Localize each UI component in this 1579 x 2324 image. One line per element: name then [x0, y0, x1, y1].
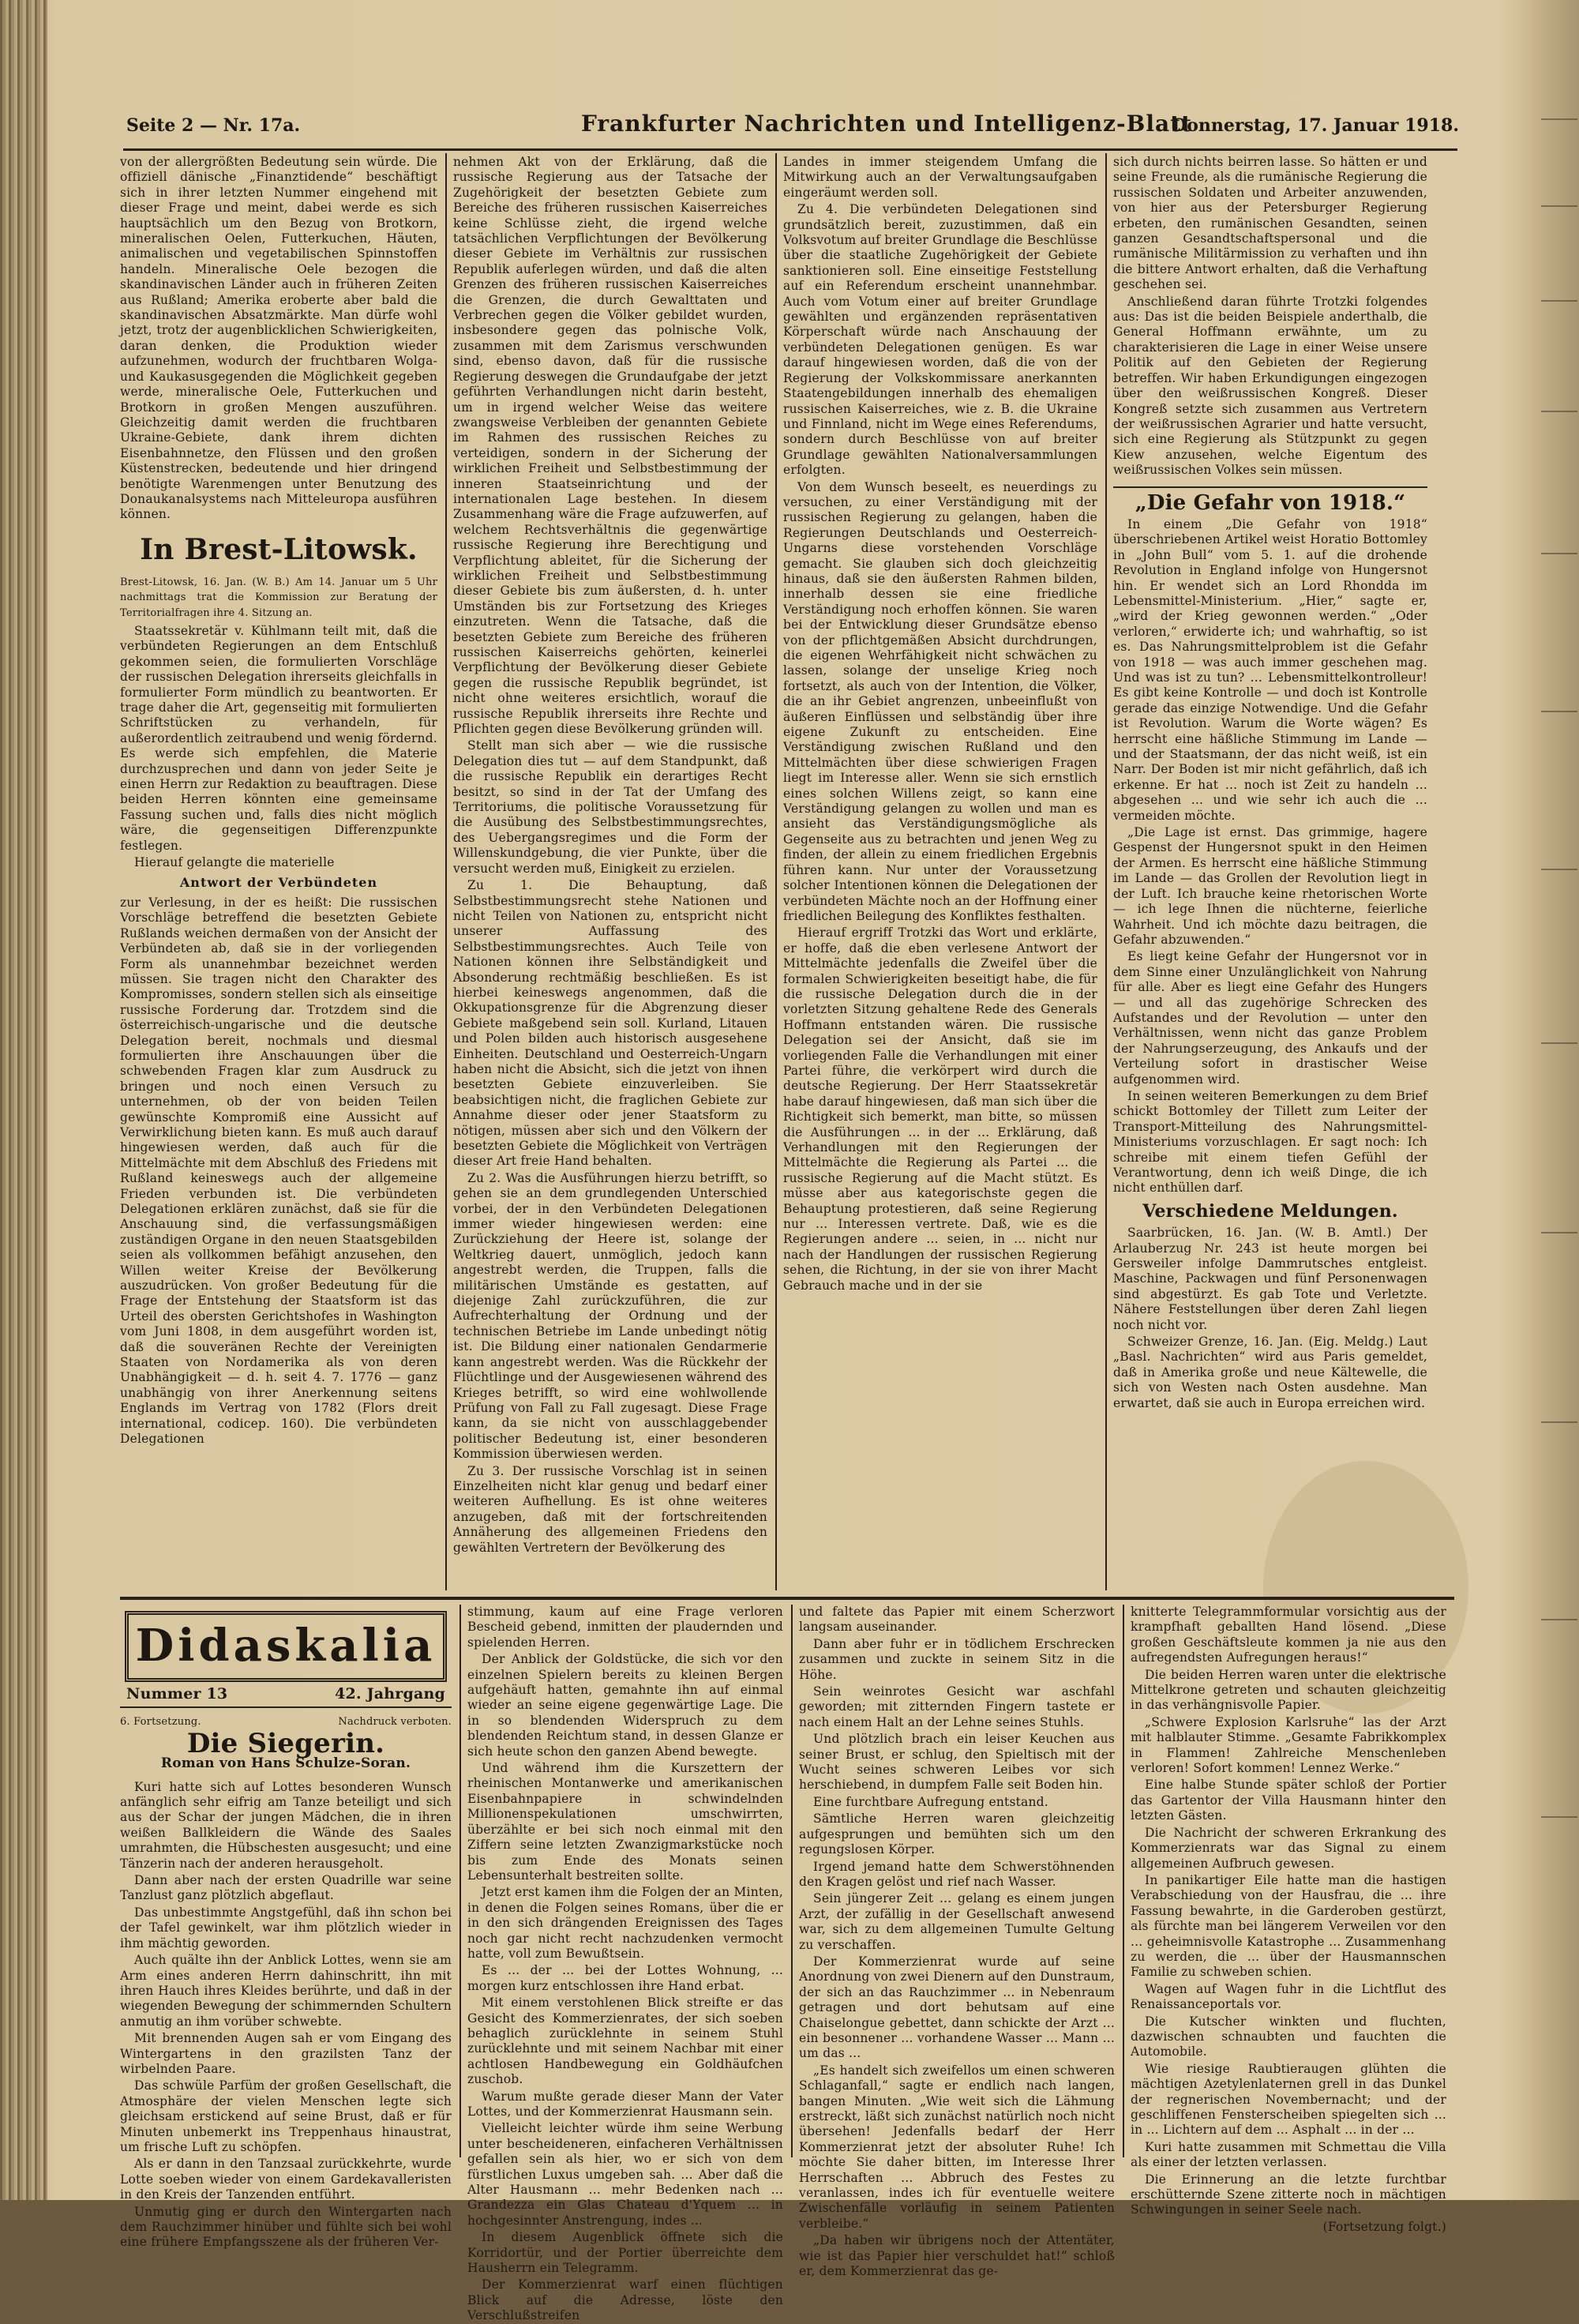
column-divider [1105, 153, 1107, 1590]
paragraph: Wagen auf Wagen fuhr in die Lichtflut des Renaissanceportals vor. [1131, 1981, 1446, 2012]
paragraph: Hierauf gelangte die materielle [134, 855, 335, 870]
paragraph: In panikartiger Eile hatte man die hastigen Verabschiedung von der Hausfrau, die ... ihre Fassung bewahrte, in die Garderoben gestürzt, als fürchte man bei längerem Verweilen vor den ... geheimnisvolle Katastrophe ... Zusammenhang zu werden, die ... über der Hausmannschen Familie zu schweben schien. [1131, 1872, 1446, 1980]
paragraph: Auch quälte ihn der Anblick Lottes, wenn sie am Arm eines anderen Herrn dahinschritt, ihn mit ihren Hauch ihres Kleides berührte, und daß in der wiegenden Bewegung der schimmernden Schultern anmutig an ihm vorüber schwebte. [120, 1953, 452, 2029]
paragraph: stimmung, kaum auf eine Frage verloren Bescheid gebend, inmitten der plaudernden und spielenden Herren. [467, 1605, 783, 1650]
paragraph: In diesem Augenblick öffnete sich die Korridortür, und der Portier überreichte dem Hausherrn ein Telegramm. [467, 2230, 783, 2276]
paragraph: In seinen weiteren Bemerkungen zu dem Brief schickt Bottomley der Tillett zum Leiter der Transport-Mitteilung des Nahrungsmittel-Ministeriums vorzuschlagen. Er sagt noch: Ich schreibe mit einem tiefen Gefühl der Verantwortung, denn ich weiß Dinge, die ich nicht enthüllen darf. [1113, 1088, 1427, 1196]
paragraph: Mit einem verstohlenen Blick streifte er das Gesicht des Kommerzienrates, der sich soeben behaglich zurücklehnte in seinem Stuhl zurücklehnte und mit seinem Nachbar mit einer achtlosen Handbewegung ein Goldhäufchen zuschob. [467, 1995, 783, 2087]
page-header [76, 111, 1506, 147]
feuilleton-column-4 [1131, 1605, 1446, 2234]
paragraph: Warum mußte gerade dieser Mann der Vater Lottes, und der Kommerzienrat Hausmann sein. [467, 2089, 783, 2119]
paragraph: Stellt man sich aber — wie die russische Delegation dies tut — auf dem Standpunkt, daß die russische Republik ein derartiges Recht besitzt, so sind in der Tat der Umfang des Territoriums, die politische Voraussetzung für die Ausübung des Selbstbestimmungsrechtes, des Uebergangsregimes und die Form der Willenskundgebung, die vier Punkte, über die versucht werden muß, Einigkeit zu erzielen. [453, 738, 767, 876]
paragraph: Der Kommerzienrat wurde auf seine Anordnung von zwei Dienern auf den Dunstraum, der sich an das Rauchzimmer ... in Nebenraum getragen und dort behutsam auf eine Chaiselongue gebettet, dann schickte der Arzt ... ein besonnener ... vorhandene Wasser ... Mann ... um das ... [799, 1954, 1115, 2061]
column-1 [120, 155, 437, 1592]
issue-number: Nummer 13 [126, 1685, 228, 1703]
paragraph: Sein jüngerer Zeit ... gelang es einem jungen Arzt, der zufällig in der Gesellschaft anwesend war, sich zu dem allgemeinen Tumulte Geltung zu verschaffen. [799, 1891, 1115, 1952]
paragraph: „Die Lage ist ernst. Das grimmige, hagere Gespenst der Hungersnot spukt in den Heimen der Armen. Es herrscht eine häßliche Stimmung im Lande — das Grollen der Revolution liegt in der Luft. Ich brauche keine rhetorischen Worte — ich lege Ihnen die nüchterne, feierliche Wahrheit. Und ich möchte dazu beitragen, die Gefahr abzuwenden.“ [1113, 825, 1427, 947]
paragraph: „Schwere Explosion Karlsruhe“ las der Arzt mit halblauter Stimme. „Gesamte Fabrikkomplex in Flammen! Zahlreiche Menschenleben verloren! Sofort kommen! Lennez Werke.“ [1131, 1714, 1446, 1776]
paragraph: Das schwüle Parfüm der großen Gesellschaft, die Atmosphäre der vielen Menschen legte sich gleichsam erstickend auf seine Brust, daß er für Minuten unbemerkt ins Treppenhaus hinaustrat, um frische Luft zu schöpfen. [120, 2078, 452, 2154]
column-2 [453, 155, 767, 1592]
paragraph: Landes in immer steigendem Umfang die Mitwirkung auch an der Verwaltungsaufgaben eingeräumt werden soll. [783, 155, 1097, 200]
paragraph: Jetzt erst kamen ihm die Folgen der an Minten, in denen die Folgen seines Romans, über die er in den sich drängenden Ereignissen des Tages noch gar nicht recht nachzudenken vermocht hatte, voll zum Bewußtsein. [467, 1885, 783, 1961]
paragraph: Die Nachricht der schweren Erkrankung des Kommerzienrats war das Signal zu einem allgemeinen Aufbruch gewesen. [1131, 1825, 1446, 1871]
dateline: Brest-Litowsk, 16. Jan. (W. B.) Am 14. Januar um 5 Uhr nachmittags trat die Kommission zur Beratung der Territorialfragen ihre 4. Sitzung an. [120, 576, 437, 619]
paragraph: Es ... der ... bei der Lottes Wohnung, ... morgen kurz entschlossen ihre Hand erbat. [467, 1963, 783, 1993]
paragraph: „Da haben wir übrigens noch der Attentäter, wie ist das Papier hier verschuldet hat!“ schloß er, dem Kommerzienrat das ge- [799, 2233, 1115, 2279]
article-heading: Verschiedene Meldungen. [1142, 1200, 1398, 1222]
didaskalia-masthead [125, 1611, 447, 1682]
column-3 [783, 155, 1097, 1592]
column-4 [1113, 155, 1427, 1592]
paragraph: zur Verlesung, in der es heißt: Die russischen Vorschläge betreffend die besetzten Gebiete Rußlands weichen dermaßen von der Ansicht der Verbündeten ab, daß sie in der vorliegenden Form als unannehmbar bezeichnet werden müssen. Sie tragen nicht den Charakter des Kompromisses, sondern stellen sich als einseitige russische Forderung dar. Trotzdem sind die österreichisch-ungarische und die deutsche Delegation bereit, nochmals und diesmal formulierten ihre Anschauungen über die schwebenden Fragen klar zum Ausdruck zu bringen und noch einen Versuch zu unternehmen, ob der von beiden Teilen gewünschte Kompromiß eine Aussicht auf Verwirklichung bieten kann. Es muß auch darauf hingewiesen werden, daß auch für die Mittelmächte mit dem Abschluß des Friedens mit Rußland keineswegs auch der allgemeine Frieden verbunden ist. Die verbündeten Delegationen erklären zunächst, daß sie für die Anschauung sind, die verfassungsmäßigen zuständigen Organe in den neuen Staatsgebilden seien als vollkommen befähigt anzusehen, den Willen weiter Kreise der Bevölkerung auszudrücken. Von großer Bedeutung für die Frage der Entstehung der Staatsform ist das Urteil des obersten Gerichtshofes in Washington vom Juni 1808, in dem ausgeführt worden ist, daß die souveränen Rechte der Vereinigten Staaten von Nordamerika als von deren Unabhängigkeit — d. h. seit 4. 7. 1776 — ganz unabhängig von ihrer Anerkennung seitens Englands im Vertrag von 1782 (Flors dreit international, codicep. 160). Die verbündeten Delegationen [120, 895, 437, 1447]
paragraph: und faltete das Papier mit einem Scherzwort langsam auseinander. [799, 1605, 1115, 1635]
paragraph: Zu 3. Der russische Vorschlag ist in seinen Einzelheiten nicht klar genug und bedarf einer weiteren Aufhellung. Es ist ohne weiteres anzugeben, daß mit der fortschreitenden Annäherung des allgemeinen Friedens den gewählten Vertretern der Bevölkerung des [453, 1463, 767, 1555]
paragraph: Anschließend daran führte Trotzki folgendes aus: Das ist die beiden Beispiele anderthalb, die General Hoffmann erwähnte, um zu charakterisieren die Lage in einer Weise unsere Politik auf den Gebieten der Regierung betreffen. Wir haben Erkundigungen eingezogen über den weißrussischen Kongreß. Dieser Kongreß setzte sich zusammen aus Vertretern der weißrussischen Agrarier und hatte versucht, sich eine Regierung als Stützpunkt zu gegen Kiew anzusehen, welche Eigentum des weißrussischen Volkes sein müssen. [1113, 294, 1427, 478]
paragraph: von der allergrößten Bedeutung sein würde. Die offiziell dänische „Finanztidende“ beschäftigt sich in ihrer letzten Nummer eingehend mit dieser Frage und meint, dabei werde es sich hauptsächlich um den Bezug von Brotkorn, mineralischen Oelen, Futterkuchen, Häuten, animalischen und vegetabilischen Spinnstoffen handeln. Mineralische Oele bezogen die skandinavischen Länder auch in früheren Zeiten aus Rußland; Amerika eroberte aber bald die skandinavischen Absatzmärkte. Man dürfe wohl jetzt, trotz der augenblicklichen Schwierigkeiten, daran denken, die Produktion wieder aufzunehmen, wodurch der fruchtbaren Wolga- und Kaukasusgegenden die Möglichkeit gegeben werde, mineralische Oele, Futterkuchen und Brotkorn in großen Mengen auszuführen. Gleichzeitig damit werden die fruchtbaren Ukraine-Gebiete, dank ihrem dichten Eisenbahnnetze, den Flüssen und den großen Küstenstrecken, bedeutende und hier dringend benötigte Warenmengen unter Benutzung des Donaukanalsystems nach Mitteleuropa ausführen können. [120, 155, 437, 522]
paragraph: Sämtliche Herren waren gleichzeitig aufgesprungen und bemühten sich um den regungslosen Körper. [799, 1812, 1115, 1857]
column-divider [775, 153, 777, 1590]
paragraph: Zu 4. Die verbündeten Delegationen sind grundsätzlich bereit, zuzustimmen, daß ein Volksvotum auf breiter Grundlage die Beschlüsse über die staatliche Zugehörigkeit der Gebiete sanktionieren soll. Eine einseitige Feststellung auf ein Referendum erscheint unannehmbar. Auch vom Votum einer auf breiter Grundlage gewählten und ergänzenden repräsentativen Körperschaft würde nach Anschauung der verbündeten Delegationen genügen. Es war darauf hingewiesen worden, daß die von der Regierung der Volkskommissare anerkannten Staatengebildungen innerhalb des ehemaligen russischen Kaiserreiches, wie z. B. die Ukraine und Finnland, nicht im Wege eines Referendums, sondern durch Beschlüsse von auf breiter Grundlage gewählten Nationalversammlungen erfolgten. [783, 202, 1097, 478]
masthead-title: Didaskalia [135, 1620, 437, 1673]
feuilleton-column-3 [799, 1605, 1115, 2279]
paragraph: Eine furchtbare Aufregung entstand. [813, 1794, 1048, 1809]
paragraph: Unmutig ging er durch den Wintergarten nach dem Rauchzimmer hinüber und fühlte sich bei wohl eine frühere Empfangsszene als der früheren Ver- [120, 2204, 452, 2250]
newspaper-title: Frankfurter Nachrichten und Intelligenz-Blatt [581, 111, 1192, 137]
paragraph: Kuri hatte sich auf Lottes besonderen Wunsch anfänglich sehr eifrig am Tanze beteiligt und sich aus der Schar der jungen Mädchen, die in ihren weißen Ballkleidern die Wände des Saales umrahmten, die Hübschesten ausgesucht; und eine Tänzerin nach der anderen herausgeholt. [120, 1779, 452, 1871]
issue-line [126, 1687, 445, 1702]
paragraph: nehmen Akt von der Erklärung, daß die russische Regierung aus der Tatsache der Zugehörigkeit der besetzten Gebiete zum Bereiche des früheren russischen Kaiserreiches keine Schlüsse zieht, die irgend welche tatsächlichen Verpflichtungen der Bevölkerung dieser Gebiete im Verhältnis zur russischen Republik auferlegen würden, und daß die alten Grenzen des früheren russischen Kaiserreiches die Grenzen, die durch Gewalttaten und Verbrechen gegen die Völker gebildet wurden, insbesondere gegen das polnische Volk, zusammen mit dem Zarismus verschwunden sind, ebenso davon, daß für die russische Regierung deswegen die Grundaufgabe der jetzt geführten Verhandlungen nicht darin besteht, um in irgend welcher Weise das weitere zwangsweise Verbleiben der genannten Gebiete im Rahmen des russischen Reiches zu verteidigen, sondern in der Sicherung der wirklichen Freiheit und Selbstbestimmung der inneren Staatseinrichtung und der internationalen Lage bestehen. In diesem Zusammenhang wäre die Frage aufzuwerfen, auf welchem Rechtsverhältnis die gegenwärtige russische Regierung ihre Berechtigung und Verpflichtung ableitet, für die Sicherung der wirklichen Freiheit und Selbstbestimmung dieser Gebiete bis zum äußersten, d. h. unter Umständen bis zur Fortsetzung des Krieges einzutreten. Wenn die Tatsache, daß die besetzten Gebiete zum Bereiche des früheren russischen Kaiserreichs gehörten, keinerlei Verpflichtung der Bevölkerung dieser Gebiete gegen die russische Republik begründet, ist nicht ohne weiteres ersichtlich, worauf die russische Republik ihrerseits ihre Rechte und Pflichten gegen diese Bevölkerung gründen will. [453, 155, 767, 737]
installment: 6. Fortsetzung. [120, 1716, 201, 1729]
paragraph: Schweizer Grenze, 16. Jan. (Eig. Meldg.) Laut „Basl. Nachrichten“ wird aus Paris gemeldet, daß in Amerika große und neue Kältewelle, die sich von Westen nach Osten ausdehne. Man erwartet, daß sie auch in Europa erreichen wird. [1113, 1335, 1427, 1410]
newspaper-leaf [76, 79, 1506, 2323]
paragraph: Die Kutscher winkten und fluchten, dazwischen schnaubten und fauchten die Automobile. [1131, 2014, 1446, 2059]
feuilleton-column-1 [120, 1603, 452, 2250]
issue-rule [120, 1706, 452, 1708]
paragraph: Dann aber nach der ersten Quadrille war seine Tanzlust ganz plötzlich abgeflaut. [120, 1873, 452, 1903]
paragraph: Als er dann in den Tanzsaal zurückkehrte, wurde Lotte soeben wieder von einem Gardekavalleristen in den Kreis der Tanzenden entführt. [120, 2157, 452, 2202]
column-divider [791, 1605, 793, 2157]
novel-author: Roman von Hans Schulze-Soran. [160, 1755, 411, 1772]
paragraph: Mit brennenden Augen sah er vom Eingang des Wintergartens in den grazilsten Tanz der wirbelnden Paare. [120, 2031, 452, 2076]
issue-year: 42. Jahrgang [335, 1685, 445, 1703]
article-heading: In Brest-Litowsk. [140, 532, 418, 566]
reprint-notice: Nachdruck verboten. [338, 1716, 452, 1729]
header-rule [123, 148, 1457, 151]
continued-notice: (Fortsetzung folgt.) [1322, 2219, 1446, 2234]
paragraph: Es liegt keine Gefahr der Hungersnot vor in dem Sinne einer Unzulänglichkeit von Nahrung für alle. Aber es liegt eine Gefahr des Hungers — und all das zugehörige Schrecken des Aufstandes und der Revolution — unter den Verhältnissen, wenn nicht das ganze Problem der Nahrungserzeugung, des Ankaufs und der Verteilung sofort in drastischer Weise aufgenommen wird. [1113, 949, 1427, 1087]
article-heading: „Die Gefahr von 1918.“ [1135, 490, 1406, 515]
paragraph: Zu 2. Was die Ausführungen hierzu betrifft, so gehen sie an dem grundlegenden Unterschied vorbei, der in den Verbündeten Delegationen immer wieder hingewiesen werden: eine Zurückziehung der Heere ist, solange der Weltkrieg dauert, unmöglich, jedoch kann angestrebt werden, die Truppen, falls die militärischen Umstände es gestatten, auf diejenige Zahl zurückzuführen, die zur Aufrechterhaltung der Ordnung und der technischen Betriebe im Lande unbedingt nötig ist. Die Bildung einer nationalen Gendarmerie kann angestrebt werden. Was die Rückkehr der Flüchtlinge und der Ausgewiesenen während des Krieges betrifft, so wird eine wohlwollende Prüfung von Fall zu Fall zugesagt. Diese Frage kann, da sie nicht von ausschlaggebender politischer Bedeutung ist, einer besonderen Kommission überwiesen werden. [453, 1170, 767, 1462]
next-page-edge [1533, 0, 1579, 2200]
paragraph: Der Anblick der Goldstücke, die sich vor den einzelnen Spielern bereits zu kleinen Bergen aufgehäuft hatten, gemahnte ihn auf einmal wieder an seine eigene gegenwärtige Lage. Die in so blendenden Widerspruch zu dem blendenden Reichtum stand, in dessen Glanze er sich heute schon den ganzen Abend bewegte. [467, 1652, 783, 1759]
paragraph: sich durch nichts beirren lasse. So hätten er und seine Freunde, als die rumänische Regierung die russischen Soldaten und Arbeiter anzuwenden, von hier aus der Petersburger Regierung erbeten, den rumänischen Gesandten, seinen ganzen Gesandtschaftspersonal und die rumänische Militärmission zu verhaften und ihn die bittere Antwort erhalten, daß die Verhaftung geschehen sei. [1113, 155, 1427, 292]
paragraph: Irgend jemand hatte dem Schwerstöhnenden den Kragen gelöst und rief nach Wasser. [799, 1859, 1115, 1889]
page-binding [0, 0, 47, 2200]
paragraph: Sein weinrotes Gesicht war aschfahl geworden; mit zitternden Fingern tastete er nach einem Halt an der Lehne seines Stuhls. [799, 1684, 1115, 1729]
paragraph: Hierauf ergriff Trotzki das Wort und erklärte, er hoffe, daß die eben verlesene Antwort der Mittelmächte jedenfalls die Zweifel über die formalen Schwierigkeiten beseitigt habe, die für die russische Delegation durch die in der vorletzten Sitzung gehaltene Rede des Generals Hoffmann entstanden wären. Die russische Delegation sei der Ansicht, daß sie im vorliegenden Falle die Verhandlungen mit einer Partei führe, die verkörpert wird durch die deutsche Regierung. Der Herr Staatssekretär habe darauf hingewiesen, daß man sich über die Richtigkeit sich bemerkt, man bitte, so müssen die Ausführungen ... in der ... Erklärung, daß Verhandlungen mit den Regierungen der Mittelmächte die Regierung als Partei ... die russische Regierung auf die Macht stützt. Es müsse aber aus kategorischste gegen die Behauptung protestieren, daß seine Regierung nur ... Interessen vertrete. Daß, wie es die Regierungen andere ... seien, in ... nicht nur nach der Handlungen der russischen Regierung sehen, die Richtung, in der sie von ihrer Macht Gebrauch mache und in der sie [783, 925, 1097, 1293]
column-divider [1123, 1605, 1124, 2157]
feuilleton-rule [120, 1597, 1454, 1600]
column-divider [445, 153, 447, 1590]
column-divider [459, 1605, 461, 2157]
paragraph: Und plötzlich brach ein leiser Keuchen aus seiner Brust, er schlug, den Spieltisch mit der Wucht seines schweren Leibes vor sich herschiebend, in dumpfem Falle seit Boden hin. [799, 1732, 1115, 1793]
paragraph: Der Kommerzienrat warf einen flüchtigen Blick auf die Adresse, löste den Verschlußstreifen [467, 2277, 783, 2323]
paragraph: Dann aber fuhr er in tödlichem Erschrecken zusammen und zuckte in seinem Sitz in die Höhe. [799, 1636, 1115, 1682]
paragraph: knitterte Telegrammformular vorsichtig aus der krampfhaft geballten Hand lösend. „Diese großen Geschäftsleute kommen ja nie aus den aufregendsten Aufregungen heraus!“ [1131, 1605, 1446, 1665]
paragraph: Kuri hatte zusammen mit Schmettau die Villa als einer der letzten verlassen. [1131, 2139, 1446, 2170]
paragraph: Und während ihm die Kurszettern der rheinischen Montanwerke und amerikanischen Eisenbahnpapiere in schwindelnden Millionenspekulationen umschwirrten, überzählte er bei sich noch einmal mit den Ziffern seine letzten Zwanzigmarkstücke noch bis zum Ende des Monats seinen Lebensunterhalt bestreiten sollte. [467, 1761, 783, 1883]
section-rule [1113, 486, 1427, 488]
paragraph: Die Erinnerung an die letzte furchtbar erschütternde Szene zitterte noch in mächtigen Schwingungen in seiner Seele nach. [1131, 2172, 1446, 2217]
paragraph: Vielleicht leichter würde ihm seine Werbung unter bescheideneren, einfacheren Verhältnissen gefallen sein als hier, wo er sich von dem fürstlichen Luxus umgeben sah. ... Aber daß die Alter Hausmann ... mehr Bedenken nach ... Grandezza ein Glas Chateau d'Yquem ... in hochgesinnter Anstrengung, indes ... [467, 2121, 783, 2228]
paragraph: „Es handelt sich zweifellos um einen schweren Schlaganfall,“ sagte er endlich nach langen, bangen Minuten. „Wie weit sich die Lähmung erstreckt, läßt sich zunächst natürlich noch nicht übersehen! Jedenfalls bedarf der Herr Kommerzienrat jetzt der absoluter Ruhe! Ich möchte Sie daher bitten, im Interesse Ihrer Herrschaften ... Abbruch des Festes zu veranlassen, indes ich für eventuelle weitere Zwischenfälle vorläufig in seinem Patienten verbleibe.“ [799, 2063, 1115, 2231]
paragraph: Staatssekretär v. Kühlmann teilt mit, daß die verbündeten Regierungen an dem Entschluß gekommen seien, die formulierten Vorschläge der russischen Delegation ihrerseits gleichfalls in formulierter Form mündlich zu beantworten. Er trage daher die Art, gegenseitig mit formulierten Schriftstücken zu verhandeln, für außerordentlich zeitraubend und wenig fördernd. Es werde sich empfehlen, die Materie durchzusprechen und dann von jeder Seite je einen Herrn zur Redaktion zu beauftragen. Diese beiden Herren könnten eine gemeinsame Fassung suchen und, falls dies nicht möglich wäre, die gegenseitigen Differenzpunkte festlegen. [120, 623, 437, 853]
paragraph: Eine halbe Stunde später schloß der Portier das Gartentor der Villa Hausmann hinter den letzten Gästen. [1131, 1778, 1446, 1823]
paragraph: Saarbrücken, 16. Jan. (W. B. Amtl.) Der Arlauberzug Nr. 243 ist heute morgen bei Gersweiler infolge Dammrutsches entgleist. Maschine, Packwagen und fünf Personenwagen sind abgestürzt. Es gab Tote und Verletzte. Nähere Feststellungen über deren Zahl liegen noch nicht vor. [1113, 1226, 1427, 1332]
paragraph: In einem „Die Gefahr von 1918“ überschriebenen Artikel weist Horatio Bottomley in „John Bull“ vom 5. 1. auf die drohende Revolution in England infolge von Hungersnot hin. Er wendet sich an Lord Rhondda im Lebensmittel-Ministerium. „Hier,“ sagte er, „wird der Krieg gewonnen werden.“ „Oder verloren,“ erwiderte ich; und wahrhaftig, so ist es. Das Nahrungsmittelproblem ist die Gefahr von 1918 — was auch immer geschehen mag. Und was ist zu tun? ... Lebensmittelkontrolleur! Es gibt keine Kontrolle — und doch ist Kontrolle gerade das einzige Notwendige. Und die Gefahr ist Revolution. Warum die Worte wägen? Es herrscht eine häßliche Stimmung im Lande — und der Staatsmann, der das nicht weiß, ist ein Narr. Der Boden ist mir nicht gefährlich, daß ich erkenne. Er hat ... noch ist Zeit zu handeln ... abgesehen ... und wie sehr ich auch die ... vermeiden möchte. [1113, 516, 1427, 823]
paragraph: Wie riesige Raubtieraugen glühten die mächtigen Azetylenlaternen grell in das Dunkel der regnerischen Novembernacht; und der geschliffenen Fensterscheiben spiegelten sich ... in ... Lichtern auf dem ... Asphalt ... in der ... [1131, 2061, 1446, 2138]
paragraph: Zu 1. Die Behauptung, daß Selbstbestimmungsrecht stehe Nationen und nicht Teilen von Nationen zu, entspricht nicht unserer Auffassung des Selbstbestimmungsrechtes. Auch Teile von Nationen können ihre Selbständigkeit und Absonderung rechtmäßig beschließen. Es ist hierbei keineswegs angenommen, daß die Okkupationsgrenze für die Abgrenzung dieser Gebiete maßgebend sein soll. Kurland, Litauen und Polen bilden auch historisch ausgesehene Einheiten. Deutschland und Oesterreich-Ungarn haben nicht die Absicht, sich die jetzt von ihnen besetzten Gebiete einzuverleiben. Sie beabsichtigen nicht, die fraglichen Gebiete zur Annahme dieser oder jener Staatsform zu nötigen, müssen aber sich und den Völkern der besetzten Gebiete die Möglichkeit von Verträgen dieser Art freie Hand behalten. [453, 878, 767, 1169]
novel-title: Die Siegerin. [186, 1727, 385, 1759]
feuilleton-column-2 [467, 1605, 783, 2323]
issue-date: Donnerstag, 17. Januar 1918. [1172, 115, 1459, 136]
paragraph: Die beiden Herren waren unter die elektrische Mittelkrone getreten und schauten gleichzeitig in das verhängnisvolle Papier. [1131, 1667, 1446, 1713]
page-number: Seite 2 — Nr. 17a. [126, 115, 301, 136]
sub-heading: Antwort der Verbündeten [179, 875, 378, 891]
paragraph: Das unbestimmte Angstgefühl, daß ihn schon bei der Tafel gewinkelt, war ihm plötzlich wieder in ihm mächtig geworden. [120, 1905, 452, 1950]
paragraph: Von dem Wunsch beseelt, es neuerdings zu versuchen, zu einer Verständigung mit der russischen Regierung zu gelangen, haben die Regierungen Deutschlands und Oesterreich-Ungarns diese vorstehenden Vorschläge gemacht. Sie glauben sich doch gleichzeitig hinaus, daß sie den äußersten Rahmen bilden, innerhalb dessen sie eine friedliche Verständigung noch erhoffen können. Sie waren bei der Entwicklung dieser Grundsätze ebenso von der pflichtgemäßen Absicht durchdrungen, die eigenen Wehrfähigkeit nicht schwächen zu lassen, solange der unselige Krieg noch fortsetzt, als auch von der Intention, die Völker, die an ihr Gebiet angrenzen, unbeeinflußt von äußeren Einflüssen und selbständig über ihre eigene Zukunft zu entscheiden. Eine Verständigung zwischen Rußland und den Mittelmächten über diese schwierigen Fragen liegt im Interesse aller. Wenn sie sich ernstlich eines solchen Willens zeigt, so kann eine Verständigung gelangen zu wollen und man es ansieht das Verständigungsmögliche als Gegenseite aus zu betrachten und jenen Weg zu finden, der allein zu einem friedlichen Ergebnis führen kann. Nur unter der Voraussetzung solcher Intentionen können die Delegationen der verbündeten Mächte noch an der Hoffnung einer friedlichen Beilegung des Konfliktes festhalten. [783, 479, 1097, 923]
